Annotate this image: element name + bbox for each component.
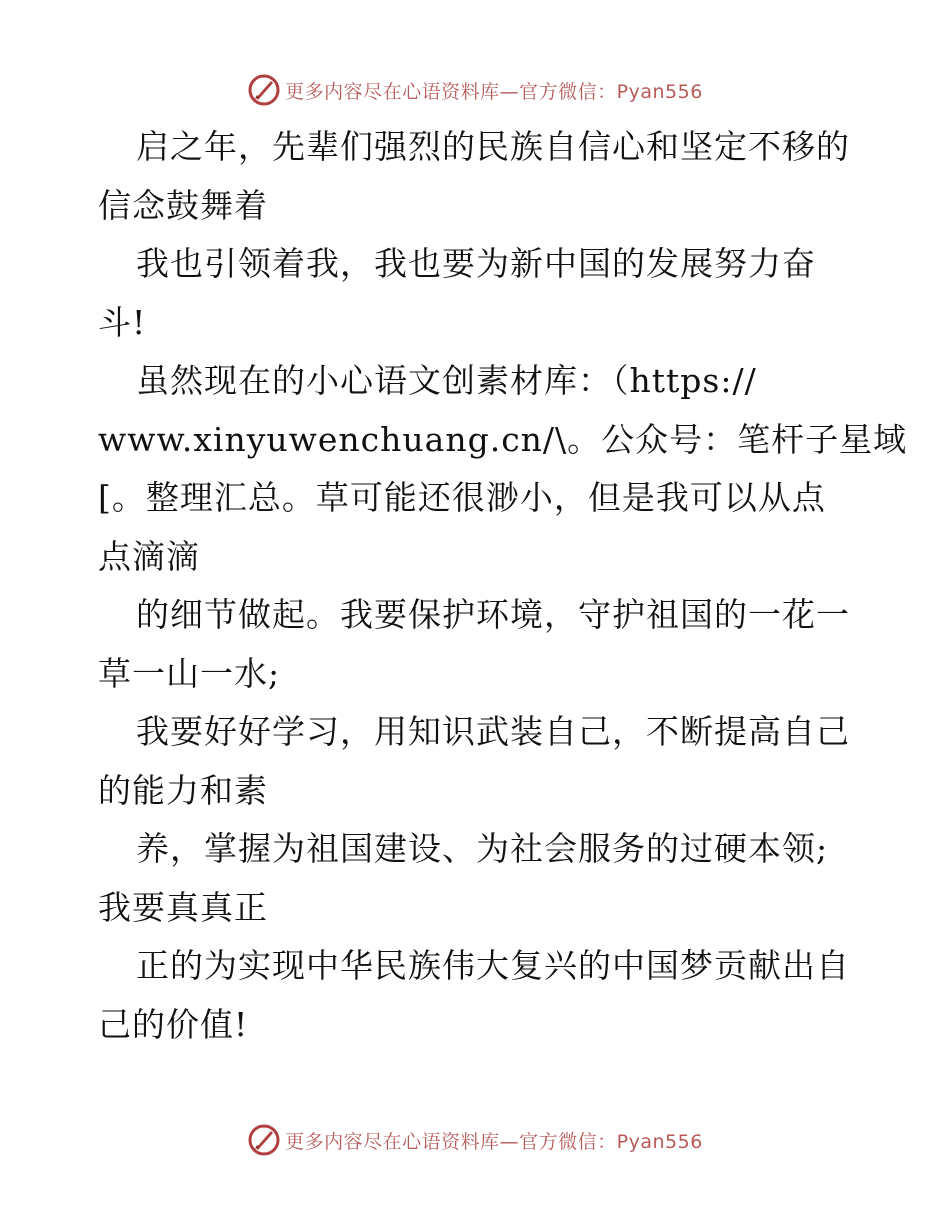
body-line: www.xinyuwenchuang.cn/\。公众号：笔杆子星域 (98, 419, 908, 459)
body-line: 我要真真正 (98, 887, 268, 927)
body-line: 己的价值! (98, 1004, 249, 1044)
body-line: 草一山一水; (98, 653, 281, 693)
body-line: 启之年，先辈们强烈的民族自信心和坚定不移的 (136, 127, 850, 166)
body-line: 养，掌握为祖国建设、为社会服务的过硬本领; (136, 829, 829, 868)
footer-banner-text: 更多内容尽在心语资料库—官方微信：Pyan556 (285, 1130, 703, 1153)
body-line: 的细节做起。我要保护环境，守护祖国的一花一 (136, 595, 850, 634)
body-line: [。整理汇总。草可能还很渺小，但是我可以从点 (98, 478, 826, 517)
header-banner-text: 更多内容尽在心语资料库—官方微信：Pyan556 (285, 80, 703, 103)
body-line: 的能力和素 (98, 770, 268, 810)
footer-banner (0, 1120, 950, 1160)
body-line: 正的为实现中华民族伟大复兴的中国梦贡献出自 (136, 946, 850, 985)
body-line: 我也引领着我，我也要为新中国的发展努力奋 (136, 244, 816, 283)
body-line: 虽然现在的小心语文创素材库：（https:// (136, 361, 757, 400)
header-banner (0, 70, 950, 110)
quill-logo-icon (247, 1123, 281, 1157)
quill-logo-icon (247, 73, 281, 107)
document-body (98, 118, 908, 1054)
body-line: 斗! (98, 302, 147, 342)
body-line: 点滴滴 (98, 536, 200, 576)
body-line: 信念鼓舞着 (98, 185, 268, 225)
body-line: 我要好好学习，用知识武装自己，不断提高自己 (136, 712, 850, 751)
